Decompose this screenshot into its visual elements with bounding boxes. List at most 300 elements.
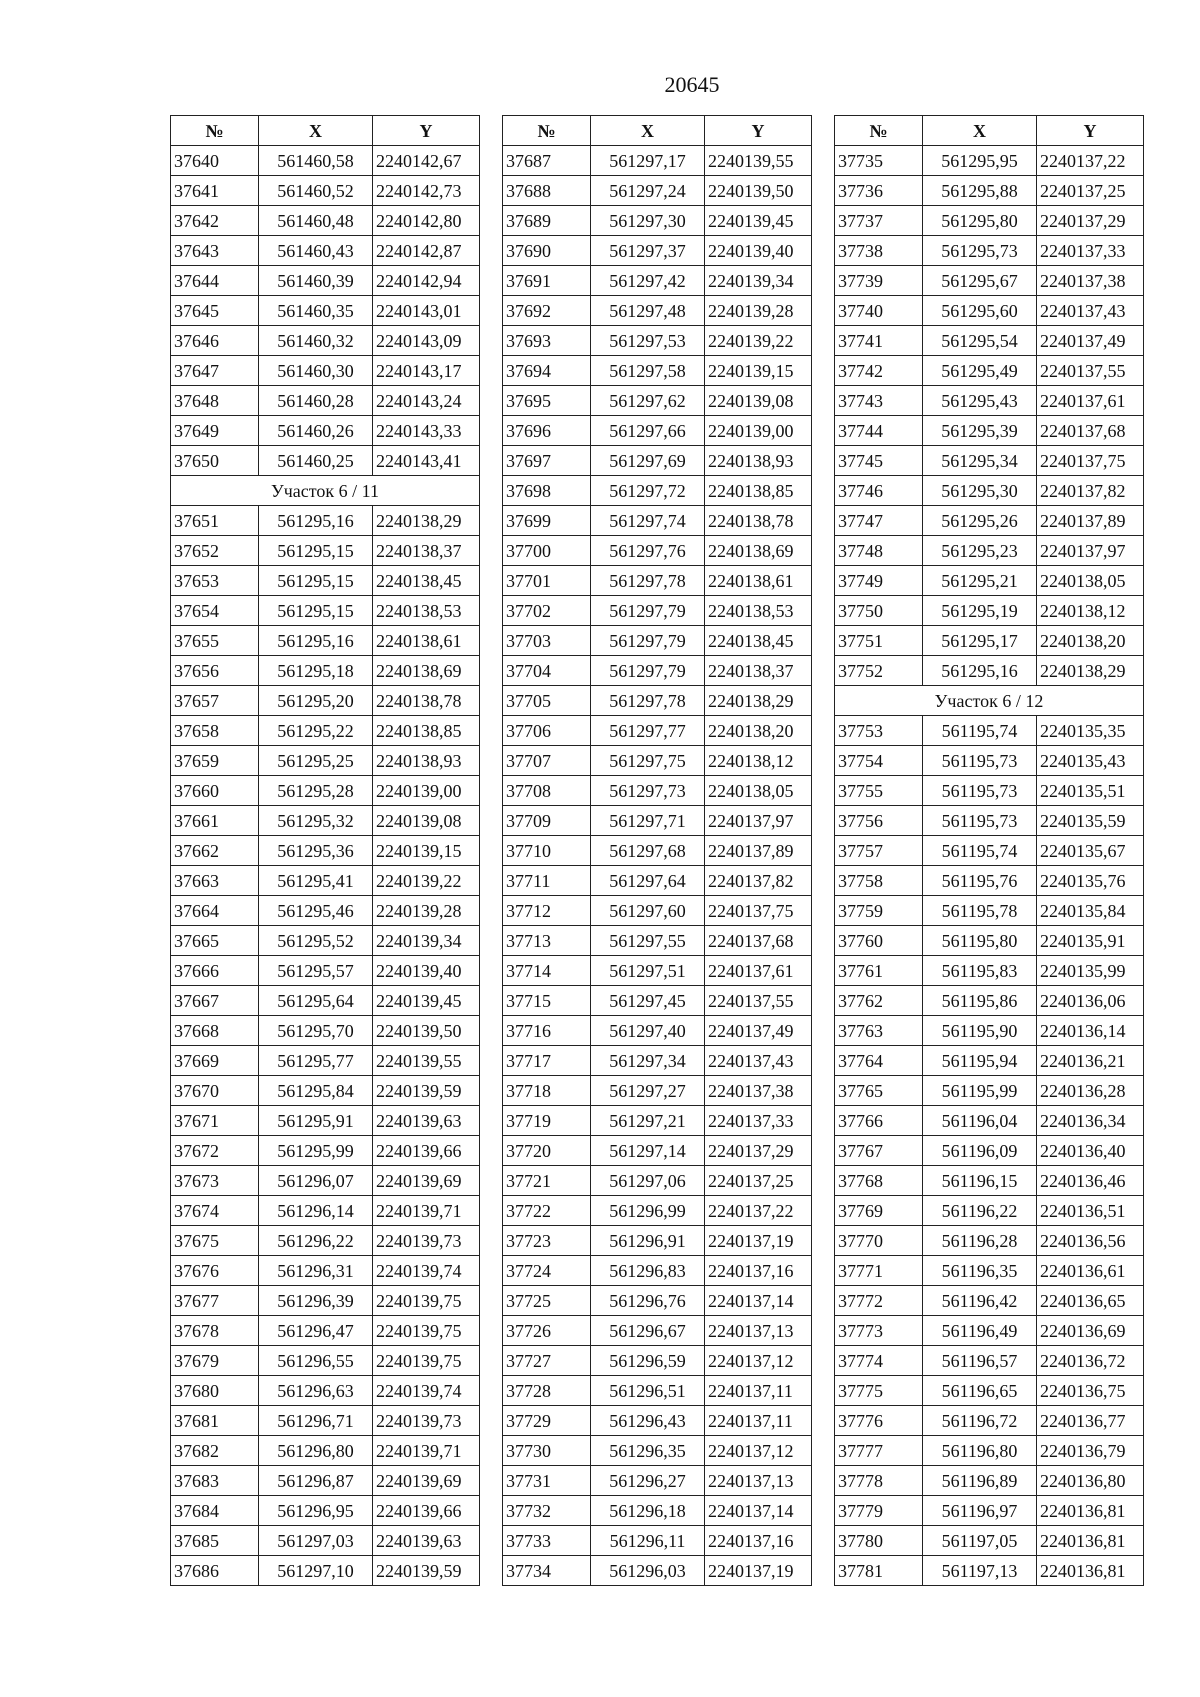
y-coordinate-cell: 2240137,33 [705,1106,812,1136]
table-row [171,836,480,866]
table-row [171,716,480,746]
table-row [503,1046,812,1076]
table-row [171,416,480,446]
y-coordinate-cell: 2240136,65 [1037,1286,1144,1316]
x-coordinate-cell: 561296,83 [591,1256,705,1286]
table-row [171,1496,480,1526]
x-coordinate-cell: 561196,97 [923,1496,1037,1526]
x-coordinate-cell: 561195,99 [923,1076,1037,1106]
x-coordinate-cell: 561460,39 [259,266,373,296]
point-number-cell: 37685 [171,1526,259,1556]
x-coordinate-cell: 561296,76 [591,1286,705,1316]
x-coordinate-cell: 561195,73 [923,806,1037,836]
x-coordinate-cell: 561195,73 [923,776,1037,806]
point-number-cell: 37657 [171,686,259,716]
x-coordinate-cell: 561296,35 [591,1436,705,1466]
y-coordinate-cell: 2240139,63 [373,1526,480,1556]
table-row [835,776,1144,806]
table-row [503,1436,812,1466]
point-number-cell: 37663 [171,866,259,896]
table-row [503,596,812,626]
point-number-cell: 37693 [503,326,591,356]
x-coordinate-cell: 561196,89 [923,1466,1037,1496]
y-coordinate-cell: 2240143,24 [373,386,480,416]
table-row [171,686,480,716]
point-number-cell: 37667 [171,986,259,1016]
x-coordinate-cell: 561295,70 [259,1016,373,1046]
table-row [835,476,1144,506]
x-coordinate-cell: 561296,47 [259,1316,373,1346]
y-coordinate-cell: 2240137,16 [705,1256,812,1286]
point-number-cell: 37670 [171,1076,259,1106]
y-coordinate-cell: 2240137,11 [705,1376,812,1406]
point-number-cell: 37684 [171,1496,259,1526]
coordinate-table-3 [834,115,1144,1586]
y-coordinate-cell: 2240137,43 [1037,296,1144,326]
point-number-cell: 37761 [835,956,923,986]
x-coordinate-cell: 561297,30 [591,206,705,236]
point-number-cell: 37736 [835,176,923,206]
header-num: № [171,116,259,146]
table-row [171,1526,480,1556]
point-number-cell: 37692 [503,296,591,326]
table-row [503,776,812,806]
y-coordinate-cell: 2240138,53 [705,596,812,626]
x-coordinate-cell: 561295,19 [923,596,1037,626]
point-number-cell: 37674 [171,1196,259,1226]
header-y: Y [373,116,480,146]
table-row [171,986,480,1016]
table-row [171,1346,480,1376]
x-coordinate-cell: 561297,76 [591,536,705,566]
point-number-cell: 37742 [835,356,923,386]
point-number-cell: 37680 [171,1376,259,1406]
point-number-cell: 37717 [503,1046,591,1076]
table-row [503,1106,812,1136]
y-coordinate-cell: 2240136,72 [1037,1346,1144,1376]
table-row [835,356,1144,386]
point-number-cell: 37714 [503,956,591,986]
point-number-cell: 37666 [171,956,259,986]
coordinate-table-2 [502,115,812,1586]
y-coordinate-cell: 2240139,15 [705,356,812,386]
x-coordinate-cell: 561295,30 [923,476,1037,506]
y-coordinate-cell: 2240139,22 [373,866,480,896]
point-number-cell: 37644 [171,266,259,296]
y-coordinate-cell: 2240138,29 [373,506,480,536]
x-coordinate-cell: 561460,25 [259,446,373,476]
point-number-cell: 37764 [835,1046,923,1076]
x-coordinate-cell: 561297,17 [591,146,705,176]
point-number-cell: 37746 [835,476,923,506]
point-number-cell: 37772 [835,1286,923,1316]
x-coordinate-cell: 561296,59 [591,1346,705,1376]
point-number-cell: 37770 [835,1226,923,1256]
x-coordinate-cell: 561196,80 [923,1436,1037,1466]
table-row [171,506,480,536]
point-number-cell: 37650 [171,446,259,476]
table-row [503,716,812,746]
point-number-cell: 37664 [171,896,259,926]
y-coordinate-cell: 2240139,73 [373,1226,480,1256]
point-number-cell: 37673 [171,1166,259,1196]
x-coordinate-cell: 561295,60 [923,296,1037,326]
y-coordinate-cell: 2240138,85 [373,716,480,746]
x-coordinate-cell: 561295,15 [259,596,373,626]
table-row [171,1436,480,1466]
x-coordinate-cell: 561196,65 [923,1376,1037,1406]
point-number-cell: 37720 [503,1136,591,1166]
x-coordinate-cell: 561297,53 [591,326,705,356]
y-coordinate-cell: 2240137,11 [705,1406,812,1436]
x-coordinate-cell: 561196,28 [923,1226,1037,1256]
table-row [503,1226,812,1256]
x-coordinate-cell: 561296,63 [259,1376,373,1406]
y-coordinate-cell: 2240139,55 [705,146,812,176]
x-coordinate-cell: 561295,77 [259,1046,373,1076]
point-number-cell: 37696 [503,416,591,446]
point-number-cell: 37729 [503,1406,591,1436]
x-coordinate-cell: 561295,91 [259,1106,373,1136]
point-number-cell: 37768 [835,1166,923,1196]
point-number-cell: 37749 [835,566,923,596]
point-number-cell: 37681 [171,1406,259,1436]
y-coordinate-cell: 2240138,45 [705,626,812,656]
point-number-cell: 37726 [503,1316,591,1346]
y-coordinate-cell: 2240139,45 [373,986,480,1016]
point-number-cell: 37706 [503,716,591,746]
point-number-cell: 37643 [171,236,259,266]
table-row [835,746,1144,776]
point-number-cell: 37721 [503,1166,591,1196]
point-number-cell: 37724 [503,1256,591,1286]
point-number-cell: 37691 [503,266,591,296]
table-row [835,1556,1144,1586]
table-row [835,1166,1144,1196]
x-coordinate-cell: 561297,24 [591,176,705,206]
point-number-cell: 37671 [171,1106,259,1136]
y-coordinate-cell: 2240135,99 [1037,956,1144,986]
y-coordinate-cell: 2240138,61 [705,566,812,596]
y-coordinate-cell: 2240136,81 [1037,1526,1144,1556]
x-coordinate-cell: 561295,16 [259,626,373,656]
y-coordinate-cell: 2240139,74 [373,1376,480,1406]
y-coordinate-cell: 2240139,50 [705,176,812,206]
y-coordinate-cell: 2240136,40 [1037,1136,1144,1166]
y-coordinate-cell: 2240138,78 [705,506,812,536]
table-row [835,926,1144,956]
point-number-cell: 37740 [835,296,923,326]
y-coordinate-cell: 2240135,35 [1037,716,1144,746]
y-coordinate-cell: 2240143,33 [373,416,480,446]
x-coordinate-cell: 561460,48 [259,206,373,236]
table-row [171,1286,480,1316]
point-number-cell: 37718 [503,1076,591,1106]
x-coordinate-cell: 561297,10 [259,1556,373,1586]
y-coordinate-cell: 2240137,43 [705,1046,812,1076]
x-coordinate-cell: 561297,66 [591,416,705,446]
point-number-cell: 37745 [835,446,923,476]
point-number-cell: 37703 [503,626,591,656]
table-row [503,1316,812,1346]
table-row [835,626,1144,656]
x-coordinate-cell: 561296,80 [259,1436,373,1466]
header-x: X [591,116,705,146]
point-number-cell: 37751 [835,626,923,656]
x-coordinate-cell: 561296,99 [591,1196,705,1226]
x-coordinate-cell: 561297,58 [591,356,705,386]
x-coordinate-cell: 561297,78 [591,686,705,716]
y-coordinate-cell: 2240137,29 [1037,206,1144,236]
point-number-cell: 37688 [503,176,591,206]
table-row [171,626,480,656]
y-coordinate-cell: 2240137,49 [1037,326,1144,356]
y-coordinate-cell: 2240139,75 [373,1286,480,1316]
table-row [835,296,1144,326]
table-row [835,1526,1144,1556]
x-coordinate-cell: 561295,57 [259,956,373,986]
x-coordinate-cell: 561295,43 [923,386,1037,416]
x-coordinate-cell: 561295,67 [923,266,1037,296]
table-row [835,236,1144,266]
x-coordinate-cell: 561195,90 [923,1016,1037,1046]
table-row [835,386,1144,416]
y-coordinate-cell: 2240138,93 [373,746,480,776]
x-coordinate-cell: 561295,15 [259,566,373,596]
point-number-cell: 37679 [171,1346,259,1376]
point-number-cell: 37704 [503,656,591,686]
y-coordinate-cell: 2240138,69 [373,656,480,686]
x-coordinate-cell: 561460,58 [259,146,373,176]
x-coordinate-cell: 561460,28 [259,386,373,416]
table-row [835,416,1144,446]
table-row [503,446,812,476]
table-row [503,476,812,506]
y-coordinate-cell: 2240137,68 [1037,416,1144,446]
point-number-cell: 37780 [835,1526,923,1556]
point-number-cell: 37719 [503,1106,591,1136]
point-number-cell: 37649 [171,416,259,446]
y-coordinate-cell: 2240137,13 [705,1466,812,1496]
y-coordinate-cell: 2240137,68 [705,926,812,956]
table-row [835,536,1144,566]
point-number-cell: 37727 [503,1346,591,1376]
x-coordinate-cell: 561296,87 [259,1466,373,1496]
x-coordinate-cell: 561460,35 [259,296,373,326]
table-row [835,1466,1144,1496]
table-row [503,956,812,986]
y-coordinate-cell: 2240139,66 [373,1496,480,1526]
y-coordinate-cell: 2240139,28 [705,296,812,326]
table-row [171,266,480,296]
y-coordinate-cell: 2240137,97 [1037,536,1144,566]
y-coordinate-cell: 2240137,75 [705,896,812,926]
table-row [835,176,1144,206]
point-number-cell: 37743 [835,386,923,416]
y-coordinate-cell: 2240136,77 [1037,1406,1144,1436]
table-row [835,146,1144,176]
table-row [171,1466,480,1496]
y-coordinate-cell: 2240142,87 [373,236,480,266]
x-coordinate-cell: 561196,49 [923,1316,1037,1346]
table-row [171,1406,480,1436]
x-coordinate-cell: 561295,41 [259,866,373,896]
point-number-cell: 37723 [503,1226,591,1256]
x-coordinate-cell: 561297,37 [591,236,705,266]
x-coordinate-cell: 561295,80 [923,206,1037,236]
point-number-cell: 37697 [503,446,591,476]
y-coordinate-cell: 2240136,81 [1037,1496,1144,1526]
table-row [171,806,480,836]
point-number-cell: 37744 [835,416,923,446]
point-number-cell: 37653 [171,566,259,596]
point-number-cell: 37645 [171,296,259,326]
table-row [503,236,812,266]
point-number-cell: 37731 [503,1466,591,1496]
y-coordinate-cell: 2240136,56 [1037,1226,1144,1256]
point-number-cell: 37732 [503,1496,591,1526]
x-coordinate-cell: 561297,03 [259,1526,373,1556]
table-row [835,1016,1144,1046]
point-number-cell: 37694 [503,356,591,386]
x-coordinate-cell: 561195,83 [923,956,1037,986]
table-row [835,206,1144,236]
x-coordinate-cell: 561297,14 [591,1136,705,1166]
y-coordinate-cell: 2240135,43 [1037,746,1144,776]
table-row [171,566,480,596]
table-row [503,536,812,566]
x-coordinate-cell: 561295,28 [259,776,373,806]
table-row [835,1046,1144,1076]
x-coordinate-cell: 561295,39 [923,416,1037,446]
table-row [171,1196,480,1226]
header-x: X [923,116,1037,146]
x-coordinate-cell: 561197,13 [923,1556,1037,1586]
table-header-row [835,116,1144,146]
y-coordinate-cell: 2240137,75 [1037,446,1144,476]
point-number-cell: 37646 [171,326,259,356]
x-coordinate-cell: 561297,51 [591,956,705,986]
y-coordinate-cell: 2240139,08 [373,806,480,836]
x-coordinate-cell: 561297,72 [591,476,705,506]
x-coordinate-cell: 561297,78 [591,566,705,596]
table-row [835,1256,1144,1286]
table-row [171,1136,480,1166]
y-coordinate-cell: 2240135,51 [1037,776,1144,806]
y-coordinate-cell: 2240139,73 [373,1406,480,1436]
x-coordinate-cell: 561197,05 [923,1526,1037,1556]
point-number-cell: 37771 [835,1256,923,1286]
point-number-cell: 37695 [503,386,591,416]
table-row [835,1076,1144,1106]
y-coordinate-cell: 2240137,14 [705,1286,812,1316]
y-coordinate-cell: 2240139,71 [373,1436,480,1466]
x-coordinate-cell: 561296,71 [259,1406,373,1436]
table-row [171,776,480,806]
point-number-cell: 37678 [171,1316,259,1346]
y-coordinate-cell: 2240137,14 [705,1496,812,1526]
point-number-cell: 37777 [835,1436,923,1466]
x-coordinate-cell: 561297,79 [591,656,705,686]
x-coordinate-cell: 561296,95 [259,1496,373,1526]
y-coordinate-cell: 2240138,45 [373,566,480,596]
x-coordinate-cell: 561196,35 [923,1256,1037,1286]
y-coordinate-cell: 2240137,82 [1037,476,1144,506]
point-number-cell: 37735 [835,146,923,176]
y-coordinate-cell: 2240139,69 [373,1466,480,1496]
x-coordinate-cell: 561297,75 [591,746,705,776]
point-number-cell: 37659 [171,746,259,776]
y-coordinate-cell: 2240138,61 [373,626,480,656]
y-coordinate-cell: 2240137,19 [705,1226,812,1256]
x-coordinate-cell: 561297,42 [591,266,705,296]
x-coordinate-cell: 561297,77 [591,716,705,746]
table-row [171,596,480,626]
x-coordinate-cell: 561295,73 [923,236,1037,266]
table-row [171,356,480,386]
point-number-cell: 37763 [835,1016,923,1046]
x-coordinate-cell: 561195,74 [923,836,1037,866]
y-coordinate-cell: 2240143,17 [373,356,480,386]
y-coordinate-cell: 2240135,67 [1037,836,1144,866]
x-coordinate-cell: 561295,17 [923,626,1037,656]
point-number-cell: 37707 [503,746,591,776]
y-coordinate-cell: 2240138,93 [705,446,812,476]
y-coordinate-cell: 2240136,46 [1037,1166,1144,1196]
point-number-cell: 37766 [835,1106,923,1136]
table-row [503,506,812,536]
point-number-cell: 37754 [835,746,923,776]
x-coordinate-cell: 561296,11 [591,1526,705,1556]
y-coordinate-cell: 2240139,45 [705,206,812,236]
point-number-cell: 37776 [835,1406,923,1436]
point-number-cell: 37708 [503,776,591,806]
table-row [503,986,812,1016]
y-coordinate-cell: 2240137,25 [705,1166,812,1196]
table-row [835,656,1144,686]
x-coordinate-cell: 561195,94 [923,1046,1037,1076]
y-coordinate-cell: 2240137,12 [705,1346,812,1376]
y-coordinate-cell: 2240138,78 [373,686,480,716]
table-row [171,236,480,266]
y-coordinate-cell: 2240137,38 [705,1076,812,1106]
point-number-cell: 37759 [835,896,923,926]
y-coordinate-cell: 2240137,89 [705,836,812,866]
y-coordinate-cell: 2240139,22 [705,326,812,356]
table-row [503,656,812,686]
table-row [171,656,480,686]
point-number-cell: 37730 [503,1436,591,1466]
x-coordinate-cell: 561195,76 [923,866,1037,896]
table-row [835,836,1144,866]
point-number-cell: 37762 [835,986,923,1016]
y-coordinate-cell: 2240139,40 [373,956,480,986]
x-coordinate-cell: 561196,72 [923,1406,1037,1436]
table-row [503,1496,812,1526]
header-y: Y [1037,116,1144,146]
y-coordinate-cell: 2240137,61 [705,956,812,986]
table-row [171,896,480,926]
table-row [171,926,480,956]
y-coordinate-cell: 2240139,00 [373,776,480,806]
table-row [171,956,480,986]
section-title: Участок 6 / 11 [171,476,480,506]
point-number-cell: 37705 [503,686,591,716]
y-coordinate-cell: 2240137,19 [705,1556,812,1586]
point-number-cell: 37710 [503,836,591,866]
point-number-cell: 37654 [171,596,259,626]
y-coordinate-cell: 2240138,69 [705,536,812,566]
